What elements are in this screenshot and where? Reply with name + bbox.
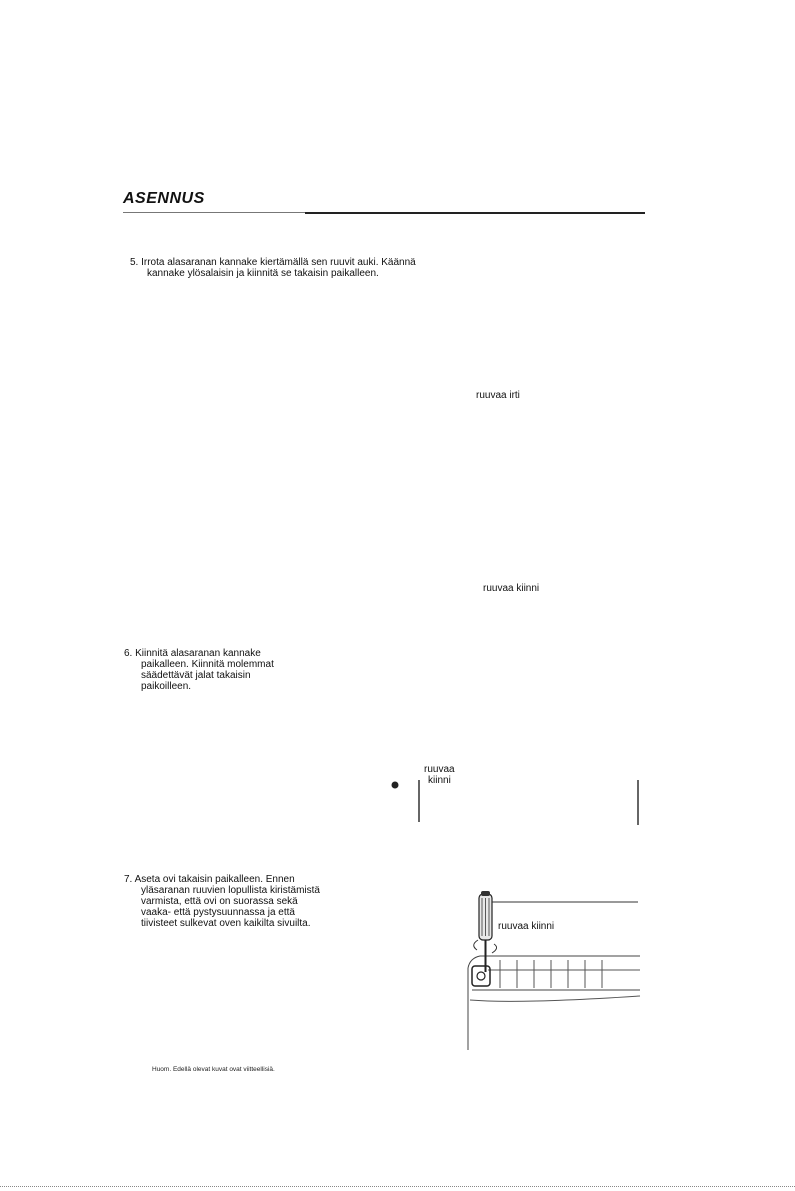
top-grid [488,960,640,988]
screwdriver-icon [479,891,492,972]
label-screw-in-top: ruuvaa kiinni [498,921,555,932]
fridge-top-edge [468,956,640,968]
step-5-line-2: kannake ylösalaisin ja kiinnitä se takaisin paikalleen. [147,268,379,279]
step-6-line-3: säädettävät jalat takaisin [141,670,251,681]
step-7-line-3: varmista, että ovi on suorassa sekä [141,896,298,907]
step-7-line-2: yläsaranan ruuvien lopullista kiristämistä [141,885,320,896]
label-unscrew: ruuvaa irti [476,390,520,401]
step-7-line-4: vaaka- että pystysuunnassa ja että [141,907,295,918]
page-title: ASENNUS [123,190,205,207]
step-6-line-4: paikoilleen. [141,681,192,692]
footnote: Huom. Edellä olevat kuvat ovat viitteellisiä. [152,1066,275,1073]
hinge-screw-icon [477,972,485,980]
label-screw-in: ruuvaa kiinni [483,583,540,594]
hinge-icon [472,966,490,986]
step-7-line-1: 7. Aseta ovi takaisin paikalleen. Ennen [124,874,295,885]
label-screw-in-split-1: ruuvaa [424,764,455,775]
label-screw-in-split-2: kiinni [428,775,451,786]
step-6-line-1: 6. Kiinnitä alasaranan kannake [124,648,261,659]
page-bottom-border [0,1186,795,1188]
step-6-line-2: paikalleen. Kiinnitä molemmat [141,659,274,670]
step-7-line-5: tiivisteet sulkevat oven kaikilta sivuilta. [141,918,311,929]
door-gasket-line [470,996,640,1001]
step-5-line-1: 5. Irrota alasaranan kannake kiertämällä sen ruuvit auki. Käännä [130,257,416,268]
